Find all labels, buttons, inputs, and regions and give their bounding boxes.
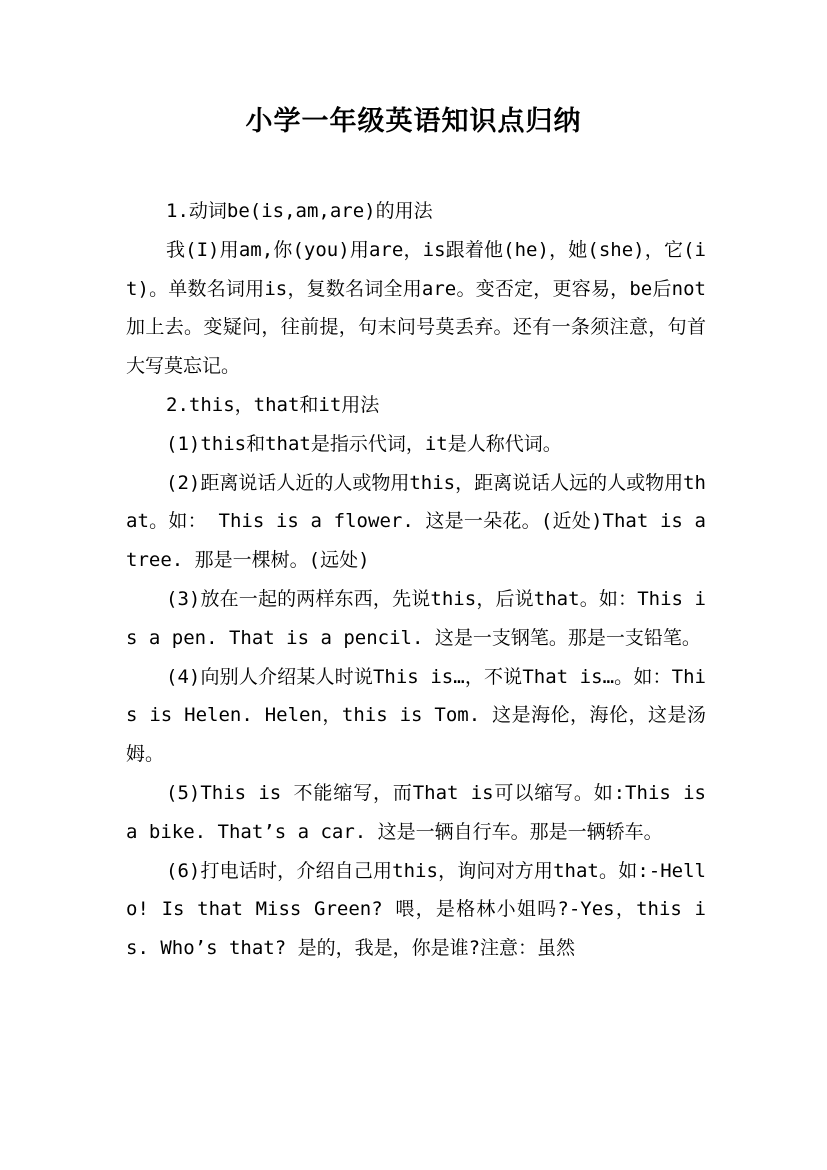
paragraph: (4)向别人介绍某人时说This is…，不说That is…。如：This is Helen. Helen，this is Tom. 这是海伦，海伦，这是汤姆。 [126,665,706,766]
paragraph: (2)距离说话人近的人或物用this，距离说话人远的人或物用that。如： This is a flower. 这是一朵花。(近处)That is a tree. 那是一棵树。(远处) [126,471,706,572]
paragraph: (1)this和that是指示代词，it是人称代词。 [166,432,562,455]
paragraph: 我(I)用am,你(you)用are，is跟着他(he)，她(she)，它(it)。单数名词用is，复数名词全用are。变否定，更容易，be后not加上去。变疑问，往前提，句末问号莫丢弃。还有一条须注意，句首大写莫忘记。 [126,238,706,378]
document-body [126,192,706,968]
section-heading-this-that-it: 2.this，that和it用法 [166,393,380,416]
section-heading-be-usage: 1.动词be(is,am,are)的用法 [166,200,433,222]
paragraph: (3)放在一起的两样东西，先说this，后说that。如：This is a pen. That is a pencil. 这是一支钢笔。那是一支铅笔。 [126,587,706,649]
page-title: 小学一年级英语知识点归纳 [245,106,582,137]
paragraph: (6)打电话时，介绍自己用this，询问对方用that。如:-Hello! Is that Miss Green? 喂，是格林小姐吗?-Yes，this is. Who’s that? 是的，我是，你是谁?注意：虽然 [126,859,706,960]
paragraph: (5)This is 不能缩写，而That is可以缩写。如:This is a bike. That’s a car. 这是一辆自行车。那是一辆轿车。 [126,781,706,843]
